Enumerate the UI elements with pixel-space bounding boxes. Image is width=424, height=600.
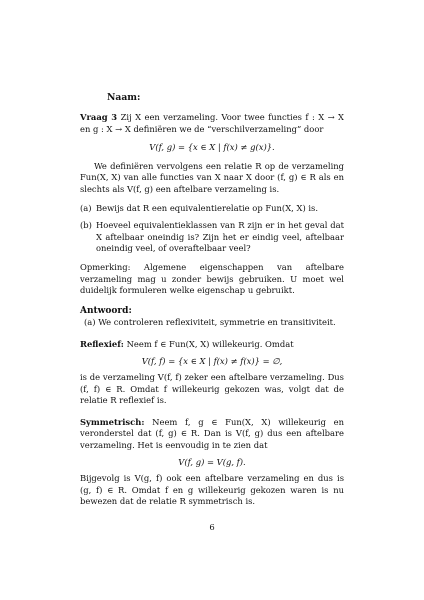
item-b-text: Hoeveel equivalentieklassen van R zijn er in het geval dat X aftelbaar oneindig is? Zijn het er eindig veel, aftelbaar oneindig veel, of overaftelbaar veel? [96, 220, 344, 254]
symmetric-paragraph [80, 417, 344, 452]
symmetric-formula: V(f, g) = V(g, f). [178, 456, 246, 467]
answer-title: Antwoord: [80, 305, 132, 316]
question-block [80, 112, 344, 508]
reflexive-conclusion: is de verzameling V(f, f) zeker een aftelbare verzameling. Dus (f, f) ∈ R. Omdat f willekeurig gekozen was, volgt dat de relatie R reflexief is. [80, 372, 344, 406]
reflexive-text: Neem f ∈ Fun(X, X) willekeurig. Omdat [126, 338, 294, 349]
question-intro-text: Zij X een verzameling. Voor twee functies f : X → X en g : X → X definiëren we de “verschilverzameling” door [80, 112, 344, 134]
question-intro [80, 112, 344, 135]
item-a-label: (a) [80, 202, 92, 213]
symmetric-title: Symmetrisch: [80, 416, 145, 427]
reflexive-formula: V(f, f) = {x ∈ X | f(x) ≠ f(x)} = ∅, [141, 355, 283, 366]
question-title: Vraag 3 [80, 112, 118, 122]
page-number: 6 [209, 522, 215, 532]
reflexive-paragraph [80, 339, 344, 351]
symmetric-text: Neem f, g ∈ Fun(X, X) willekeurig en veronderstel dat (f, g) ∈ R. Dan is V(f, g) dus een aftelbare verzameling. Het is eenvoudig in te zien dat [80, 416, 344, 451]
item-b [80, 220, 344, 255]
item-a [80, 203, 344, 215]
remark: Opmerking: Algemene eigenschappen van aftelbare verzameling mag u zonder bewijs gebruiken. U moet wel duidelijk formuleren welke eigenschap u gebruikt. [80, 261, 344, 296]
answer-a-line: (a) We controleren reflexiviteit, symmetrie en transitiviteit. [84, 317, 336, 328]
symmetric-conclusion: Bijgevolg is V(g, f) ook een aftelbare verzameling en dus is (g, f) ∈ R. Omdat f en g willekeurig gekozen waren is nu bewezen dat de relatie R symmetrisch is. [80, 473, 344, 507]
formula-verschil: V(f, g) = {x ∈ X | f(x) ≠ g(x)}. [149, 142, 275, 153]
item-b-label: (b) [80, 220, 92, 231]
reflexive-title: Reflexief: [80, 338, 124, 349]
question-para2: We definiëren vervolgens een relatie R op de verzameling Fun(X, X) van alle functies van X naar X door (f, g) ∈ R als en slechts als V(f, g) een aftelbare verzameling is. [80, 160, 344, 194]
item-a-text: Bewijs dat R een equivalentierelatie op Fun(X, X) is. [96, 202, 319, 213]
name-label: Naam: [107, 92, 141, 103]
